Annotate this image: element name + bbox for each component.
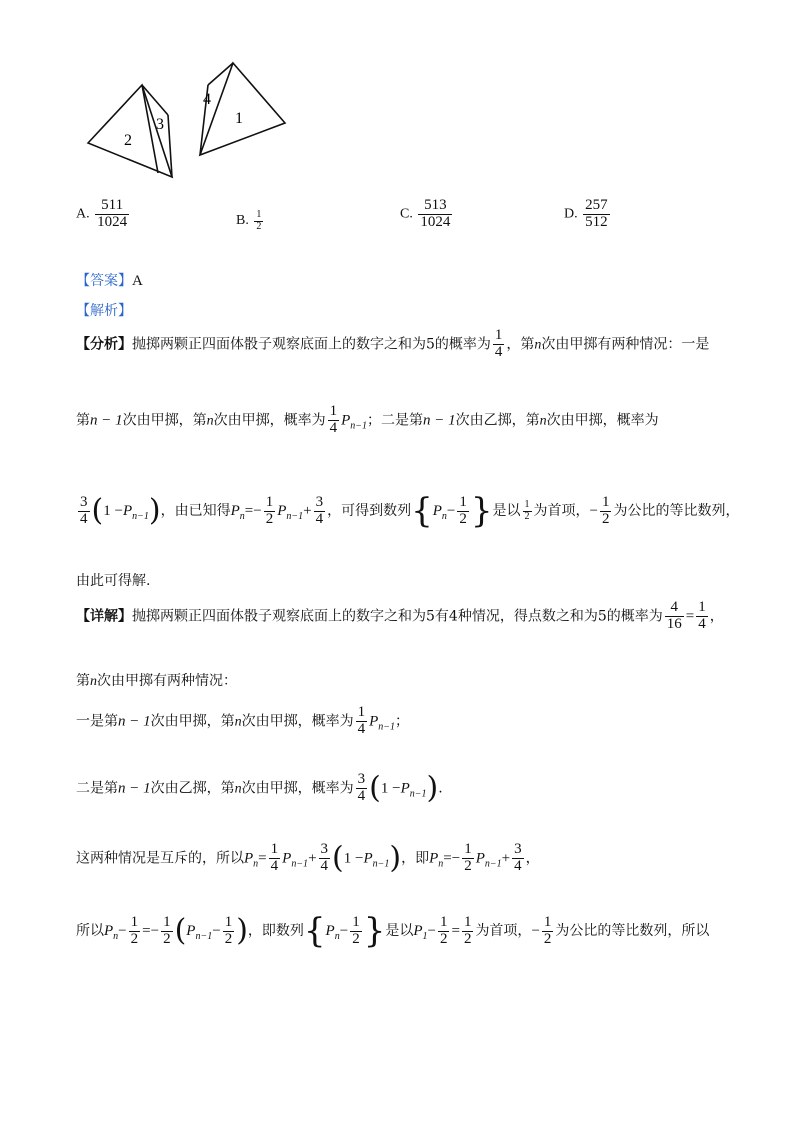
subscript: n−1	[372, 858, 390, 870]
option-b-fraction	[254, 210, 263, 232]
text-segment: P	[413, 923, 423, 939]
text-segment: 为首项，	[533, 503, 590, 519]
fraction	[269, 842, 281, 875]
face-label-1: 1	[235, 110, 243, 127]
brace: }	[363, 911, 386, 951]
option-a[interactable]	[76, 198, 131, 231]
text-segment: 次由乙掷，第	[455, 412, 540, 429]
text-segment: 是以	[385, 923, 414, 939]
text-segment: n − 1	[118, 713, 151, 730]
text-segment: P	[369, 713, 379, 730]
text-segment: =	[244, 503, 254, 519]
fraction	[457, 495, 469, 528]
analysis-heading	[76, 300, 800, 320]
section-tag: 【详解】	[76, 608, 132, 625]
fraction-denominator: 16	[666, 615, 682, 632]
detail-line-3	[76, 705, 800, 738]
text-segment: P	[400, 780, 410, 797]
fraction	[356, 705, 368, 738]
text-segment: ，可得到数列	[327, 503, 412, 519]
fraction-denominator: 4	[270, 857, 279, 874]
text-segment: n − 1	[90, 412, 123, 429]
fraction-denominator: 2	[265, 510, 274, 527]
fraction-denominator: 2	[524, 510, 530, 522]
fraction-denominator: 4	[357, 720, 366, 737]
fraction-numerator: 3	[320, 841, 329, 857]
section-tag: 【分析】	[76, 336, 132, 353]
subscript: n−1	[286, 511, 304, 522]
fraction-numerator: 1	[357, 704, 366, 720]
text-segment: ；二是第	[367, 412, 424, 429]
fraction-numerator: 1	[130, 913, 139, 930]
text-segment: P	[277, 503, 287, 519]
subscript: n−1	[132, 511, 149, 522]
fraction-denominator: 2	[543, 930, 552, 947]
parenthesis: (	[174, 913, 187, 948]
fraction-denominator: 2	[439, 930, 448, 947]
tetrahedra-figure	[80, 55, 300, 185]
text-segment: 次由乙掷，第	[150, 780, 235, 797]
fraction	[523, 500, 532, 522]
analysis-line-2	[76, 404, 800, 437]
answer-value: A	[132, 273, 143, 289]
fraction-numerator: 1	[270, 841, 279, 857]
fraction-denominator: 2	[459, 510, 467, 527]
text-segment: ；	[395, 713, 410, 730]
brace: {	[411, 491, 433, 531]
text-segment: n	[539, 413, 547, 429]
fraction-denominator: 512	[585, 213, 608, 230]
fraction-numerator: 1	[494, 327, 503, 343]
face-label-2: 2	[124, 132, 132, 149]
text-segment: 次由甲掷，概率为	[546, 412, 659, 429]
subscript: n	[113, 931, 119, 942]
text-segment: P	[325, 923, 335, 939]
fraction-numerator: 1	[601, 493, 610, 510]
text-segment: 抛掷两颗正四面体骰子观察底面上的数字之和为5有4种情况，得点数之和为5的概率为	[132, 608, 663, 625]
text-segment: P	[341, 412, 351, 429]
text-segment: P	[230, 503, 240, 519]
answer-line	[76, 270, 800, 290]
fraction-denominator: 2	[601, 510, 610, 527]
text-segment: 由此可得解.	[76, 573, 151, 589]
fraction	[161, 915, 173, 948]
text-segment: −	[451, 850, 461, 867]
text-segment: P	[282, 850, 292, 867]
fraction-numerator: 1	[352, 913, 360, 930]
fraction	[696, 600, 708, 633]
subscript: n−1	[484, 858, 502, 870]
text-segment: P	[363, 850, 373, 867]
text-segment: 第	[76, 673, 90, 689]
subscript: n−1	[291, 858, 309, 870]
fraction-numerator: 1	[163, 913, 171, 930]
subscript: n	[253, 858, 259, 870]
fraction	[542, 915, 554, 948]
fraction-denominator: 2	[163, 930, 171, 947]
option-c-fraction	[418, 198, 452, 231]
text-segment: +	[308, 850, 317, 867]
text-segment: n	[234, 714, 242, 730]
fraction-denominator: 4	[514, 857, 522, 874]
fraction	[319, 842, 331, 875]
parenthesis: (	[91, 493, 104, 528]
option-b[interactable]	[236, 210, 265, 232]
fraction-denominator: 2	[130, 930, 139, 947]
detail-line-4	[76, 772, 800, 805]
subscript: n	[441, 511, 447, 522]
text-segment: 次由甲掷，第	[150, 713, 235, 730]
fraction-numerator: 1	[459, 493, 467, 510]
text-segment: P	[432, 503, 442, 519]
text-segment: C.	[400, 206, 413, 222]
text-segment: 抛掷两颗正四面体骰子观察底面上的数字之和为5的概率为	[132, 336, 491, 353]
fraction-numerator: 3	[315, 493, 324, 510]
text-segment: 1 −	[380, 780, 401, 797]
parenthesis: )	[236, 913, 248, 948]
parenthesis: )	[148, 493, 161, 528]
fraction-numerator: 3	[357, 771, 366, 787]
text-segment: ，	[525, 850, 540, 867]
text-segment: 次由甲掷，概率为	[213, 412, 326, 429]
fraction-numerator: 4	[670, 599, 678, 615]
face-label-4: 4	[203, 91, 211, 108]
fraction-3-4	[78, 495, 90, 528]
analysis-line-3	[76, 491, 800, 531]
subscript: n−1	[409, 788, 427, 800]
fraction	[462, 842, 474, 875]
answer-tag: 【答案】	[76, 273, 132, 289]
detail-line-2	[76, 670, 800, 690]
face-label-3: 3	[156, 116, 164, 133]
fraction-numerator: 1	[464, 841, 472, 857]
text-segment	[88, 63, 285, 177]
fraction	[665, 600, 684, 633]
parenthesis: )	[389, 840, 402, 876]
fraction-denominator: 4	[320, 857, 329, 874]
text-segment: −	[150, 923, 160, 939]
subscript: n	[334, 931, 340, 942]
text-segment: 二是第	[76, 780, 118, 797]
text-segment: D.	[564, 206, 578, 222]
text-segment: −	[212, 923, 221, 939]
text-segment: =	[685, 608, 695, 625]
text-segment: P	[104, 923, 114, 939]
fraction	[462, 915, 474, 948]
fraction	[600, 495, 612, 528]
text-segment: P	[475, 850, 485, 867]
text-segment: B.	[236, 213, 249, 229]
text-segment: 次由甲掷，概率为	[241, 713, 354, 730]
fraction-denominator: 4	[315, 510, 324, 527]
detail-line-5	[76, 842, 800, 875]
fraction-numerator: 1	[463, 913, 472, 930]
option-d-fraction	[583, 198, 610, 231]
text-segment: n	[90, 674, 97, 689]
text-segment: n − 1	[118, 780, 151, 797]
right-tetrahedron	[200, 63, 285, 155]
fraction-numerator: 1	[698, 599, 706, 615]
parenthesis: (	[369, 770, 381, 806]
fraction-1-4	[493, 328, 505, 361]
text-segment: −	[446, 503, 456, 519]
text-segment: A.	[76, 206, 90, 222]
text-segment: n	[234, 781, 242, 797]
text-segment: n	[206, 413, 214, 429]
detail-line-6	[76, 911, 800, 951]
text-segment: n − 1	[423, 412, 456, 429]
text-segment: =	[443, 850, 452, 867]
analysis-line-4	[76, 570, 800, 590]
subscript: n−1	[378, 721, 396, 733]
text-segment: ，即	[401, 850, 430, 867]
text-segment: ，即数列	[247, 923, 304, 939]
fraction-numerator: 1	[256, 209, 262, 220]
option-d[interactable]	[564, 198, 612, 231]
fraction-numerator: 1	[524, 499, 530, 510]
fraction	[350, 915, 362, 948]
text-segment: 一是第	[76, 713, 118, 730]
fraction-numerator: 513	[424, 197, 447, 213]
subscript: n	[239, 511, 245, 522]
text-segment: 次由甲掷有两种情况：一是	[541, 336, 710, 353]
fraction-denominator: 2	[256, 220, 262, 232]
fraction	[129, 915, 141, 948]
fraction-denominator: 4	[80, 510, 88, 527]
text-segment: P	[186, 923, 196, 939]
text-segment: P	[122, 503, 133, 519]
text-segment: 所以	[76, 923, 104, 939]
fraction-denominator: 2	[352, 930, 360, 947]
text-segment: P	[429, 850, 439, 867]
fraction-denominator: 2	[463, 930, 472, 947]
fraction	[314, 495, 326, 528]
text-segment: 为首项，	[475, 923, 532, 939]
text-segment: 1 −	[103, 503, 123, 519]
text-segment: 是以	[492, 503, 521, 519]
text-segment: =	[451, 923, 460, 939]
text-segment: n	[534, 337, 542, 353]
text-segment: =	[142, 923, 151, 939]
text-segment: 次由甲掷，概率为	[241, 780, 354, 797]
fraction	[356, 772, 368, 805]
option-a-fraction	[95, 198, 129, 231]
brace: {	[303, 911, 326, 951]
analysis-line-1	[76, 328, 800, 361]
text-segment: 第	[76, 412, 90, 429]
text-segment: −	[339, 923, 349, 939]
option-c[interactable]	[400, 198, 454, 231]
fraction-numerator: 1	[543, 913, 552, 930]
fraction-1-4	[328, 404, 340, 437]
text-segment: 次由甲掷，第	[122, 412, 207, 429]
fraction-denominator: 4	[698, 615, 706, 632]
text-segment: +	[303, 503, 312, 519]
fraction	[512, 842, 524, 875]
text-segment: −	[427, 923, 436, 939]
fraction-denominator: 4	[329, 419, 338, 436]
fraction-numerator: 1	[329, 403, 338, 419]
fraction-numerator: 3	[514, 841, 522, 857]
fraction	[438, 915, 450, 948]
subscript: n−1	[195, 931, 213, 942]
text-segment: P	[244, 850, 254, 867]
text-segment: −	[531, 923, 540, 939]
text-segment: −	[118, 923, 127, 939]
fraction-denominator: 1024	[97, 213, 128, 230]
fraction-denominator: 4	[357, 787, 366, 804]
fraction-numerator: 1	[224, 913, 233, 930]
text-segment: ，	[709, 608, 724, 625]
text-segment: +	[501, 850, 511, 867]
text-segment: =	[258, 850, 267, 867]
subscript: n	[438, 858, 444, 870]
text-segment: 1 −	[343, 850, 364, 867]
detail-line-1	[76, 600, 800, 633]
fraction-numerator: 257	[585, 197, 608, 213]
fraction-denominator: 4	[494, 343, 503, 360]
fraction-denominator: 2	[464, 857, 472, 874]
text-segment: .	[438, 780, 443, 797]
fraction	[264, 495, 276, 528]
fraction-denominator: 1024	[420, 213, 451, 230]
fraction-numerator: 3	[80, 493, 88, 510]
text-segment: 【解析】	[76, 303, 132, 319]
subscript: 1	[422, 931, 428, 942]
text-segment: 为公比的等比数列，所以	[555, 923, 710, 939]
fraction-numerator: 1	[265, 493, 274, 510]
fraction-numerator: 511	[101, 197, 124, 213]
text-segment: −	[589, 503, 598, 519]
parenthesis: )	[426, 770, 439, 806]
text-segment: 这两种情况是互斥的，所以	[76, 850, 244, 867]
text-segment: ，由已知得	[160, 503, 231, 519]
fraction-denominator: 2	[224, 930, 233, 947]
subscript: n−1	[350, 420, 368, 432]
text-segment: −	[253, 503, 262, 519]
brace: }	[470, 491, 493, 531]
parenthesis: (	[332, 840, 344, 876]
text-segment: 为公比的等比数列，	[613, 503, 740, 519]
fraction	[223, 915, 235, 948]
fraction-numerator: 1	[439, 913, 448, 930]
text-segment: 次由甲掷有两种情况：	[97, 673, 237, 689]
text-segment: ，第	[506, 336, 535, 353]
